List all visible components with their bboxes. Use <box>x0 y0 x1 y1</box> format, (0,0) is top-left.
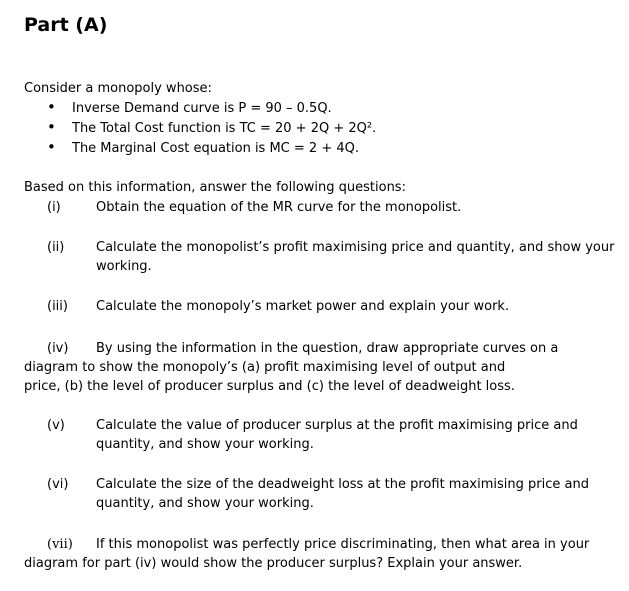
question-text: working. <box>96 259 152 274</box>
question-text: price, (b) the level of producer surplus and (c) the level of deadweight loss. <box>24 379 515 394</box>
bullet-total-cost: The Total Cost function is TC = 20 + 2Q + 2Q². <box>72 121 377 136</box>
question-number: (vi) <box>47 477 69 492</box>
question-number: (i) <box>47 200 61 215</box>
question-text: Calculate the size of the deadweight loss at the profit maximising price and <box>96 477 589 492</box>
question-text: Calculate the monopoly’s market power and explain your work. <box>96 299 510 314</box>
question-text: diagram for part (iv) would show the producer surplus? Explain your answer. <box>24 556 523 571</box>
question-text: diagram to show the monopoly’s (a) profit maximising level of output and <box>24 360 506 375</box>
question-text: quantity, and show your working. <box>96 437 314 452</box>
bullet-demand: Inverse Demand curve is P = 90 – 0.5Q. <box>72 101 332 116</box>
bullet-icon: • <box>47 118 56 136</box>
lead-text: Based on this information, answer the following questions: <box>24 180 406 195</box>
question-text: By using the information in the question, draw appropriate curves on a <box>96 341 559 356</box>
question-number: (vii) <box>47 537 73 552</box>
question-number: (v) <box>47 418 65 433</box>
question-number: (iv) <box>47 341 69 356</box>
question-number: (ii) <box>47 240 65 255</box>
bullet-marginal-cost: The Marginal Cost equation is MC = 2 + 4Q. <box>72 141 359 156</box>
bullet-icon: • <box>47 98 56 116</box>
question-text: If this monopolist was perfectly price discriminating, then what area in your <box>96 537 590 552</box>
intro-text: Consider a monopoly whose: <box>24 81 212 96</box>
question-text: quantity, and show your working. <box>96 496 314 511</box>
bullet-icon: • <box>47 138 56 156</box>
question-text: Obtain the equation of the MR curve for the monopolist. <box>96 200 462 215</box>
page-title: Part (A) <box>24 14 108 36</box>
question-number: (iii) <box>47 299 68 314</box>
question-text: Calculate the value of producer surplus at the profit maximising price and <box>96 418 578 433</box>
question-text: Calculate the monopolist’s profit maximising price and quantity, and show your <box>96 240 615 255</box>
